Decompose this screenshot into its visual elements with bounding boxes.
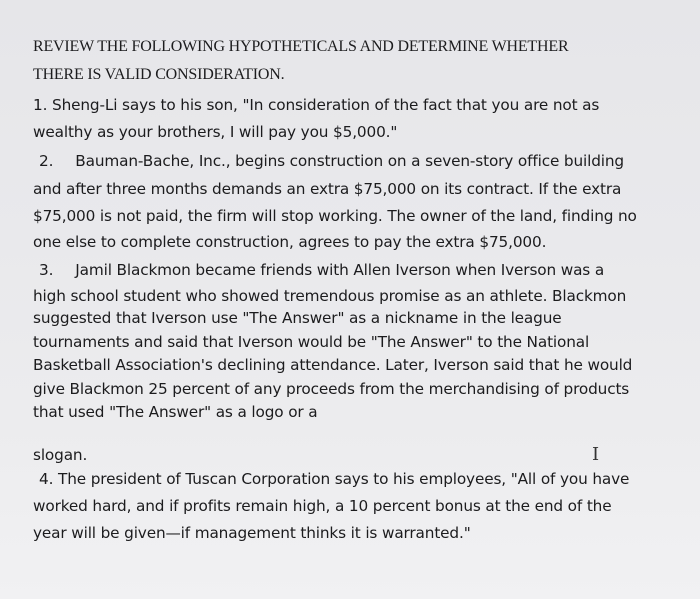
heading-line-1: REVIEW THE FOLLOWING HYPOTHETICALS AND DETERMINE WHETHER [33, 38, 569, 55]
item-4-number: 4. [39, 470, 54, 488]
item-4-line-3: year will be given—if management thinks it is warranted." [33, 524, 471, 542]
item-3-line-1: 3. Jamil Blackmon became friends with Allen Iverson when Iverson was a [39, 261, 605, 279]
item-3-line-8: slogan. [33, 446, 88, 464]
item-2-line-2: and after three months demands an extra $75,000 on its contract. If the extra [33, 180, 622, 198]
item-1-number: 1. [33, 96, 48, 114]
item-3-line-6: give Blackmon 25 percent of any proceeds from the merchandising of products [33, 380, 630, 398]
item-3-line-3: suggested that Iverson use "The Answer" as a nickname in the league [33, 309, 562, 327]
item-3-number: 3. [39, 261, 54, 279]
item-2-number: 2. [39, 152, 54, 170]
item-4-line-2: worked hard, and if profits remain high, a 10 percent bonus at the end of the [33, 497, 612, 515]
item-2-line-3: $75,000 is not paid, the firm will stop working. The owner of the land, finding no [33, 207, 637, 225]
item-2-line-4: one else to complete construction, agrees to pay the extra $75,000. [33, 233, 547, 251]
item-1-line-2: wealthy as your brothers, I will pay you $5,000." [33, 123, 398, 141]
heading-line-2: THERE IS VALID CONSIDERATION. [33, 66, 285, 83]
text-cursor-icon: I [592, 444, 600, 465]
item-2-line-1: 2. Bauman-Bache, Inc., begins construction on a seven-story office building [39, 152, 624, 170]
item-3-line-2: high school student who showed tremendous promise as an athlete. Blackmon [33, 287, 627, 305]
item-4-line-1: 4. The president of Tuscan Corporation says to his employees, "All of you have [39, 470, 630, 488]
item-3-line-5: Basketball Association's declining attendance. Later, Iverson said that he would [33, 356, 633, 374]
item-1-line-1: 1. Sheng-Li says to his son, "In consideration of the fact that you are not as [33, 96, 600, 114]
item-3-line-4: tournaments and said that Iverson would be "The Answer" to the National [33, 333, 590, 351]
item-3-line-7: that used "The Answer" as a logo or a [33, 403, 318, 421]
